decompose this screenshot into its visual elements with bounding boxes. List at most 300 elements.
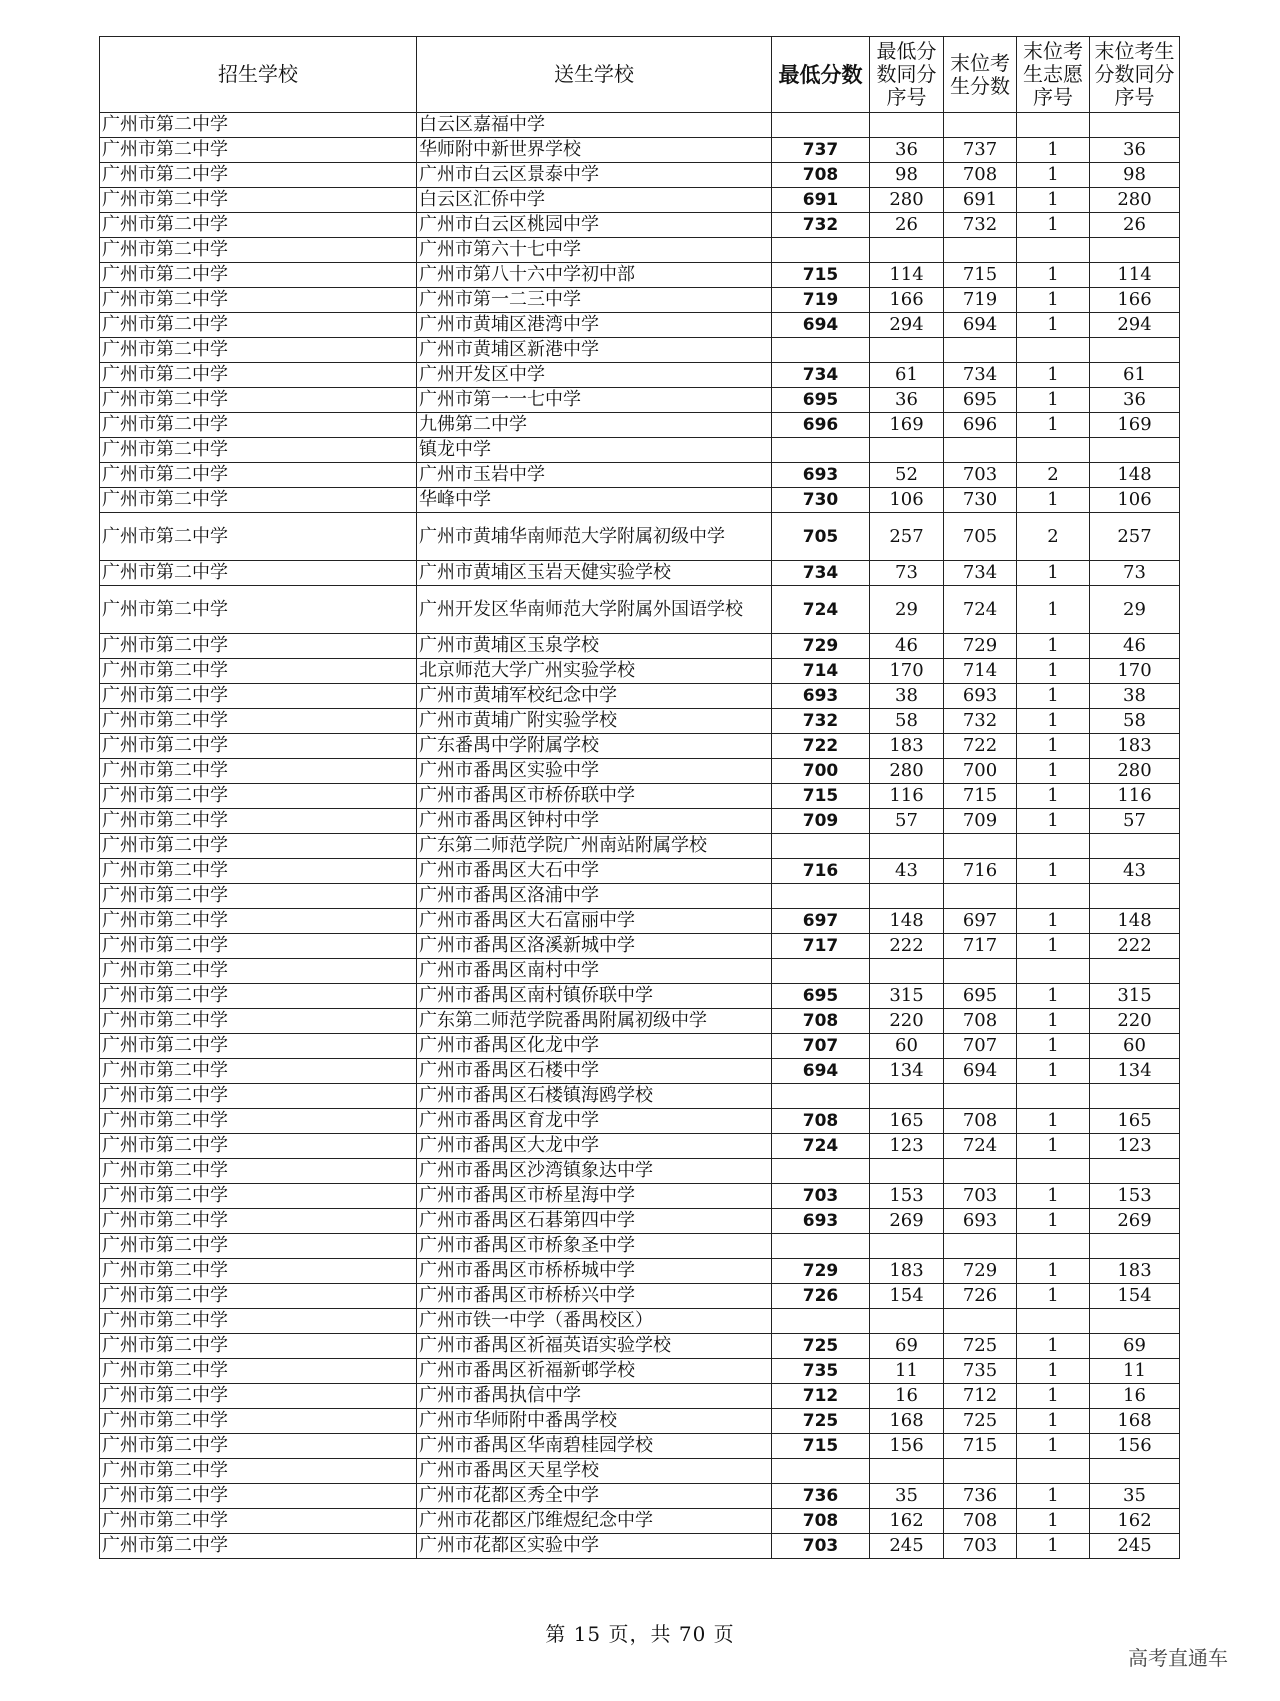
cell-min-score-rank: 269: [870, 1209, 944, 1234]
cell-min-score-rank: [870, 1084, 944, 1109]
cell-last-choice: 1: [1017, 759, 1090, 784]
cell-last-choice: 1: [1017, 413, 1090, 438]
cell-last-rank: 154: [1090, 1284, 1180, 1309]
cell-last-choice: 1: [1017, 909, 1090, 934]
cell-min-score: 700: [772, 759, 870, 784]
cell-enrolling-school: 广州市第二中学: [100, 413, 417, 438]
cell-sending-school: 广州市黄埔区玉泉学校: [417, 634, 772, 659]
cell-last-score: 712: [944, 1384, 1017, 1409]
cell-sending-school: 广州市番禺区市桥星海中学: [417, 1184, 772, 1209]
cell-sending-school: 广州市番禺区石楼镇海鸥学校: [417, 1084, 772, 1109]
cell-sending-school: 广州市花都区实验中学: [417, 1534, 772, 1559]
cell-last-choice: 1: [1017, 1284, 1090, 1309]
cell-enrolling-school: 广州市第二中学: [100, 213, 417, 238]
cell-last-rank: [1090, 884, 1180, 909]
cell-enrolling-school: 广州市第二中学: [100, 1334, 417, 1359]
cell-last-choice: [1017, 884, 1090, 909]
header-sending-school: 送生学校: [417, 37, 772, 113]
cell-last-choice: 1: [1017, 1534, 1090, 1559]
cell-last-choice: 2: [1017, 463, 1090, 488]
cell-last-score: 729: [944, 634, 1017, 659]
cell-sending-school: 广州开发区中学: [417, 363, 772, 388]
cell-last-rank: 60: [1090, 1034, 1180, 1059]
cell-last-rank: 114: [1090, 263, 1180, 288]
cell-min-score-rank: 61: [870, 363, 944, 388]
cell-sending-school: 广州市黄埔华南师范大学附属初级中学: [417, 513, 772, 561]
cell-min-score-rank: 69: [870, 1334, 944, 1359]
cell-last-rank: 58: [1090, 709, 1180, 734]
cell-enrolling-school: 广州市第二中学: [100, 1109, 417, 1134]
cell-sending-school: 广州市番禺区洛浦中学: [417, 884, 772, 909]
cell-last-choice: 1: [1017, 1184, 1090, 1209]
cell-min-score-rank: 134: [870, 1059, 944, 1084]
cell-min-score: 695: [772, 984, 870, 1009]
cell-last-score: 730: [944, 488, 1017, 513]
cell-sending-school: 广州市花都区邝维煜纪念中学: [417, 1509, 772, 1534]
table-row: [100, 1059, 1180, 1084]
cell-last-choice: 1: [1017, 734, 1090, 759]
cell-last-score: 695: [944, 984, 1017, 1009]
cell-min-score-rank: 170: [870, 659, 944, 684]
cell-min-score: 724: [772, 1134, 870, 1159]
cell-min-score-rank: 16: [870, 1384, 944, 1409]
cell-sending-school: 广东番禺中学附属学校: [417, 734, 772, 759]
cell-min-score: 708: [772, 163, 870, 188]
cell-enrolling-school: 广州市第二中学: [100, 909, 417, 934]
header-min-score: 最低分数: [772, 37, 870, 113]
cell-last-score: [944, 1159, 1017, 1184]
cell-min-score: [772, 959, 870, 984]
cell-enrolling-school: 广州市第二中学: [100, 1284, 417, 1309]
cell-enrolling-school: 广州市第二中学: [100, 263, 417, 288]
cell-min-score: [772, 1159, 870, 1184]
cell-last-rank: 315: [1090, 984, 1180, 1009]
cell-last-score: 732: [944, 213, 1017, 238]
cell-min-score: 725: [772, 1334, 870, 1359]
cell-enrolling-school: 广州市第二中学: [100, 859, 417, 884]
cell-min-score: 695: [772, 388, 870, 413]
cell-last-score: 705: [944, 513, 1017, 561]
table-row: [100, 1434, 1180, 1459]
cell-sending-school: 广州市花都区秀全中学: [417, 1484, 772, 1509]
cell-last-score: [944, 113, 1017, 138]
table-row: [100, 263, 1180, 288]
cell-enrolling-school: 广州市第二中学: [100, 1359, 417, 1384]
cell-sending-school: 广州市番禺区南村镇侨联中学: [417, 984, 772, 1009]
cell-enrolling-school: 广州市第二中学: [100, 1409, 417, 1434]
cell-last-choice: 1: [1017, 188, 1090, 213]
cell-min-score: 734: [772, 561, 870, 586]
cell-min-score-rank: 183: [870, 1259, 944, 1284]
cell-last-rank: 156: [1090, 1434, 1180, 1459]
cell-min-score-rank: [870, 338, 944, 363]
cell-last-choice: 1: [1017, 1109, 1090, 1134]
table-row: [100, 1384, 1180, 1409]
cell-min-score-rank: [870, 884, 944, 909]
cell-sending-school: 广州市黄埔区新港中学: [417, 338, 772, 363]
table-row: [100, 859, 1180, 884]
cell-last-choice: 1: [1017, 709, 1090, 734]
cell-min-score: 712: [772, 1384, 870, 1409]
cell-last-rank: 35: [1090, 1484, 1180, 1509]
cell-min-score-rank: 183: [870, 734, 944, 759]
cell-last-score: [944, 338, 1017, 363]
cell-min-score: 717: [772, 934, 870, 959]
cell-sending-school: 广州市番禺区沙湾镇象达中学: [417, 1159, 772, 1184]
cell-last-score: 715: [944, 1434, 1017, 1459]
cell-min-score-rank: 26: [870, 213, 944, 238]
table-row: [100, 163, 1180, 188]
cell-last-score: [944, 884, 1017, 909]
cell-min-score: 696: [772, 413, 870, 438]
cell-last-score: 691: [944, 188, 1017, 213]
table-row: [100, 834, 1180, 859]
cell-sending-school: 广东第二师范学院番禺附属初级中学: [417, 1009, 772, 1034]
cell-enrolling-school: 广州市第二中学: [100, 1434, 417, 1459]
cell-last-choice: 1: [1017, 934, 1090, 959]
table-row: [100, 709, 1180, 734]
cell-last-score: 715: [944, 263, 1017, 288]
table-body: [100, 113, 1180, 1559]
cell-last-rank: [1090, 238, 1180, 263]
cell-enrolling-school: 广州市第二中学: [100, 338, 417, 363]
cell-last-score: [944, 1459, 1017, 1484]
cell-last-score: 715: [944, 784, 1017, 809]
cell-min-score-rank: [870, 1459, 944, 1484]
cell-enrolling-school: 广州市第二中学: [100, 709, 417, 734]
cell-min-score-rank: 220: [870, 1009, 944, 1034]
cell-enrolling-school: 广州市第二中学: [100, 1484, 417, 1509]
cell-last-rank: 148: [1090, 909, 1180, 934]
cell-last-choice: 1: [1017, 1059, 1090, 1084]
cell-sending-school: 广州市番禺区市桥桥城中学: [417, 1259, 772, 1284]
header-last-score: 末位考生分数: [944, 37, 1017, 113]
table-row: [100, 934, 1180, 959]
cell-min-score-rank: [870, 1309, 944, 1334]
cell-sending-school: 广州市番禺区大石富丽中学: [417, 909, 772, 934]
cell-min-score: 708: [772, 1109, 870, 1134]
cell-last-rank: 123: [1090, 1134, 1180, 1159]
cell-min-score: 708: [772, 1009, 870, 1034]
table-row: [100, 959, 1180, 984]
cell-sending-school: 广州市白云区景泰中学: [417, 163, 772, 188]
cell-last-rank: 69: [1090, 1334, 1180, 1359]
cell-last-rank: 11: [1090, 1359, 1180, 1384]
cell-min-score: [772, 1234, 870, 1259]
cell-enrolling-school: 广州市第二中学: [100, 684, 417, 709]
cell-sending-school: 广州市番禺区市桥象圣中学: [417, 1234, 772, 1259]
cell-enrolling-school: 广州市第二中学: [100, 1459, 417, 1484]
cell-min-score: [772, 238, 870, 263]
cell-last-rank: [1090, 1459, 1180, 1484]
cell-last-rank: 269: [1090, 1209, 1180, 1234]
cell-enrolling-school: 广州市第二中学: [100, 1009, 417, 1034]
cell-enrolling-school: 广州市第二中学: [100, 488, 417, 513]
cell-min-score: 715: [772, 784, 870, 809]
cell-min-score-rank: 106: [870, 488, 944, 513]
cell-last-score: [944, 1084, 1017, 1109]
table-row: [100, 1034, 1180, 1059]
cell-last-rank: [1090, 1309, 1180, 1334]
cell-sending-school: 广州市第六十七中学: [417, 238, 772, 263]
cell-last-choice: 1: [1017, 684, 1090, 709]
cell-sending-school: 广州市黄埔区港湾中学: [417, 313, 772, 338]
cell-min-score: 707: [772, 1034, 870, 1059]
cell-last-rank: 16: [1090, 1384, 1180, 1409]
cell-enrolling-school: 广州市第二中学: [100, 1209, 417, 1234]
cell-last-rank: 168: [1090, 1409, 1180, 1434]
cell-min-score: [772, 438, 870, 463]
cell-sending-school: 镇龙中学: [417, 438, 772, 463]
cell-enrolling-school: 广州市第二中学: [100, 1134, 417, 1159]
cell-last-rank: [1090, 834, 1180, 859]
cell-sending-school: 广州市番禺区华南碧桂园学校: [417, 1434, 772, 1459]
cell-enrolling-school: 广州市第二中学: [100, 734, 417, 759]
cell-last-score: 724: [944, 1134, 1017, 1159]
cell-min-score-rank: 29: [870, 586, 944, 634]
cell-sending-school: 广东第二师范学院广州南站附属学校: [417, 834, 772, 859]
cell-last-rank: [1090, 1084, 1180, 1109]
table-row: [100, 1359, 1180, 1384]
cell-min-score-rank: 114: [870, 263, 944, 288]
cell-enrolling-school: 广州市第二中学: [100, 138, 417, 163]
table-row: [100, 784, 1180, 809]
cell-sending-school: 广州市番禺区洛溪新城中学: [417, 934, 772, 959]
cell-last-choice: 1: [1017, 1009, 1090, 1034]
cell-sending-school: 华师附中新世界学校: [417, 138, 772, 163]
cell-sending-school: 广州市第八十六中学初中部: [417, 263, 772, 288]
cell-last-score: [944, 1234, 1017, 1259]
cell-last-rank: 169: [1090, 413, 1180, 438]
table-row: [100, 909, 1180, 934]
table-row: [100, 313, 1180, 338]
table-row: [100, 1534, 1180, 1559]
cell-min-score: [772, 338, 870, 363]
cell-min-score-rank: [870, 438, 944, 463]
admission-table: [99, 36, 1180, 1559]
cell-sending-school: 广州市白云区桃园中学: [417, 213, 772, 238]
cell-min-score-rank: 153: [870, 1184, 944, 1209]
cell-last-rank: 36: [1090, 138, 1180, 163]
table-row: [100, 388, 1180, 413]
cell-min-score: 693: [772, 684, 870, 709]
cell-last-choice: 1: [1017, 363, 1090, 388]
cell-last-choice: 2: [1017, 513, 1090, 561]
cell-last-score: 734: [944, 363, 1017, 388]
cell-last-rank: 257: [1090, 513, 1180, 561]
cell-sending-school: 广州市番禺区石楼中学: [417, 1059, 772, 1084]
cell-last-choice: 1: [1017, 809, 1090, 834]
cell-sending-school: 广州市玉岩中学: [417, 463, 772, 488]
cell-last-score: 694: [944, 313, 1017, 338]
cell-min-score: [772, 884, 870, 909]
cell-min-score-rank: 58: [870, 709, 944, 734]
cell-min-score-rank: [870, 113, 944, 138]
cell-last-rank: 170: [1090, 659, 1180, 684]
table-row: [100, 1459, 1180, 1484]
table-row: [100, 684, 1180, 709]
cell-min-score-rank: 165: [870, 1109, 944, 1134]
cell-last-choice: 1: [1017, 213, 1090, 238]
table-row: [100, 884, 1180, 909]
cell-enrolling-school: 广州市第二中学: [100, 634, 417, 659]
table-row: [100, 984, 1180, 1009]
cell-sending-school: 广州开发区华南师范大学附属外国语学校: [417, 586, 772, 634]
cell-last-score: 725: [944, 1334, 1017, 1359]
cell-sending-school: 华峰中学: [417, 488, 772, 513]
table-row: [100, 113, 1180, 138]
cell-min-score-rank: [870, 834, 944, 859]
table-row: [100, 1084, 1180, 1109]
cell-last-score: 732: [944, 709, 1017, 734]
cell-min-score-rank: [870, 1234, 944, 1259]
table-row: [100, 463, 1180, 488]
cell-min-score: 709: [772, 809, 870, 834]
cell-last-rank: 165: [1090, 1109, 1180, 1134]
cell-last-rank: 134: [1090, 1059, 1180, 1084]
cell-last-score: 719: [944, 288, 1017, 313]
cell-last-rank: 98: [1090, 163, 1180, 188]
cell-min-score-rank: 11: [870, 1359, 944, 1384]
cell-last-choice: [1017, 1084, 1090, 1109]
cell-min-score-rank: 280: [870, 188, 944, 213]
cell-last-rank: 106: [1090, 488, 1180, 513]
cell-last-rank: [1090, 438, 1180, 463]
cell-last-score: 703: [944, 463, 1017, 488]
cell-sending-school: 广州市番禺执信中学: [417, 1384, 772, 1409]
cell-last-score: 703: [944, 1534, 1017, 1559]
cell-min-score-rank: 36: [870, 138, 944, 163]
cell-sending-school: 广州市黄埔广附实验学校: [417, 709, 772, 734]
cell-last-choice: [1017, 438, 1090, 463]
cell-sending-school: 广州市第一二三中学: [417, 288, 772, 313]
header-last-rank: 末位考生分数同分序号: [1090, 37, 1180, 113]
cell-min-score-rank: 35: [870, 1484, 944, 1509]
cell-last-choice: 1: [1017, 1209, 1090, 1234]
cell-last-choice: 1: [1017, 313, 1090, 338]
cell-last-score: 708: [944, 1509, 1017, 1534]
cell-min-score: 705: [772, 513, 870, 561]
cell-last-score: [944, 238, 1017, 263]
cell-min-score: 714: [772, 659, 870, 684]
cell-min-score-rank: 98: [870, 163, 944, 188]
cell-last-choice: [1017, 834, 1090, 859]
cell-enrolling-school: 广州市第二中学: [100, 463, 417, 488]
cell-last-choice: [1017, 1309, 1090, 1334]
table-row: [100, 659, 1180, 684]
cell-last-rank: 183: [1090, 734, 1180, 759]
cell-enrolling-school: 广州市第二中学: [100, 1509, 417, 1534]
cell-min-score: 693: [772, 463, 870, 488]
cell-last-score: 696: [944, 413, 1017, 438]
table-row: [100, 634, 1180, 659]
cell-min-score: 694: [772, 313, 870, 338]
cell-last-score: 726: [944, 1284, 1017, 1309]
cell-last-score: 725: [944, 1409, 1017, 1434]
cell-min-score-rank: 116: [870, 784, 944, 809]
cell-sending-school: 白云区嘉福中学: [417, 113, 772, 138]
cell-enrolling-school: 广州市第二中学: [100, 1159, 417, 1184]
cell-last-choice: 1: [1017, 1409, 1090, 1434]
cell-enrolling-school: 广州市第二中学: [100, 513, 417, 561]
cell-last-choice: 1: [1017, 1434, 1090, 1459]
table-row: [100, 1284, 1180, 1309]
table-header-row: [100, 37, 1180, 113]
cell-min-score: 716: [772, 859, 870, 884]
cell-enrolling-school: 广州市第二中学: [100, 1084, 417, 1109]
cell-last-rank: [1090, 1159, 1180, 1184]
cell-last-score: 708: [944, 1109, 1017, 1134]
table-row: [100, 1234, 1180, 1259]
cell-min-score-rank: 222: [870, 934, 944, 959]
cell-last-rank: 294: [1090, 313, 1180, 338]
cell-last-rank: [1090, 338, 1180, 363]
cell-last-choice: [1017, 959, 1090, 984]
cell-last-choice: 1: [1017, 138, 1090, 163]
cell-last-choice: 1: [1017, 1359, 1090, 1384]
cell-last-rank: 166: [1090, 288, 1180, 313]
cell-min-score-rank: 245: [870, 1534, 944, 1559]
cell-min-score: 732: [772, 213, 870, 238]
cell-min-score: 715: [772, 1434, 870, 1459]
cell-last-rank: 46: [1090, 634, 1180, 659]
cell-min-score-rank: 162: [870, 1509, 944, 1534]
cell-last-score: 709: [944, 809, 1017, 834]
cell-min-score-rank: 156: [870, 1434, 944, 1459]
cell-last-choice: 1: [1017, 634, 1090, 659]
cell-last-score: 729: [944, 1259, 1017, 1284]
cell-last-choice: 1: [1017, 784, 1090, 809]
cell-last-choice: 1: [1017, 1259, 1090, 1284]
cell-min-score: 725: [772, 1409, 870, 1434]
cell-last-choice: 1: [1017, 1384, 1090, 1409]
cell-enrolling-school: 广州市第二中学: [100, 884, 417, 909]
table-row: [100, 138, 1180, 163]
cell-min-score: 703: [772, 1534, 870, 1559]
cell-last-score: [944, 1309, 1017, 1334]
cell-last-rank: 162: [1090, 1509, 1180, 1534]
cell-enrolling-school: 广州市第二中学: [100, 834, 417, 859]
cell-last-choice: 1: [1017, 163, 1090, 188]
cell-last-choice: 1: [1017, 1509, 1090, 1534]
cell-last-score: 694: [944, 1059, 1017, 1084]
cell-min-score: 729: [772, 634, 870, 659]
cell-last-rank: 280: [1090, 188, 1180, 213]
table-row: [100, 413, 1180, 438]
cell-sending-school: 广州市黄埔军校纪念中学: [417, 684, 772, 709]
cell-last-choice: 1: [1017, 388, 1090, 413]
header-enrolling-school: 招生学校: [100, 37, 417, 113]
cell-min-score-rank: 169: [870, 413, 944, 438]
cell-last-rank: 43: [1090, 859, 1180, 884]
cell-last-choice: [1017, 238, 1090, 263]
cell-last-rank: 61: [1090, 363, 1180, 388]
cell-sending-school: 广州市番禺区市桥侨联中学: [417, 784, 772, 809]
cell-last-score: 703: [944, 1184, 1017, 1209]
cell-last-rank: [1090, 1234, 1180, 1259]
cell-last-rank: 280: [1090, 759, 1180, 784]
cell-enrolling-school: 广州市第二中学: [100, 1184, 417, 1209]
cell-min-score: 735: [772, 1359, 870, 1384]
cell-last-score: 734: [944, 561, 1017, 586]
cell-min-score: 703: [772, 1184, 870, 1209]
table-row: [100, 1334, 1180, 1359]
cell-min-score-rank: 123: [870, 1134, 944, 1159]
cell-last-choice: [1017, 1459, 1090, 1484]
cell-last-score: 707: [944, 1034, 1017, 1059]
cell-min-score: 715: [772, 263, 870, 288]
table-row: [100, 438, 1180, 463]
